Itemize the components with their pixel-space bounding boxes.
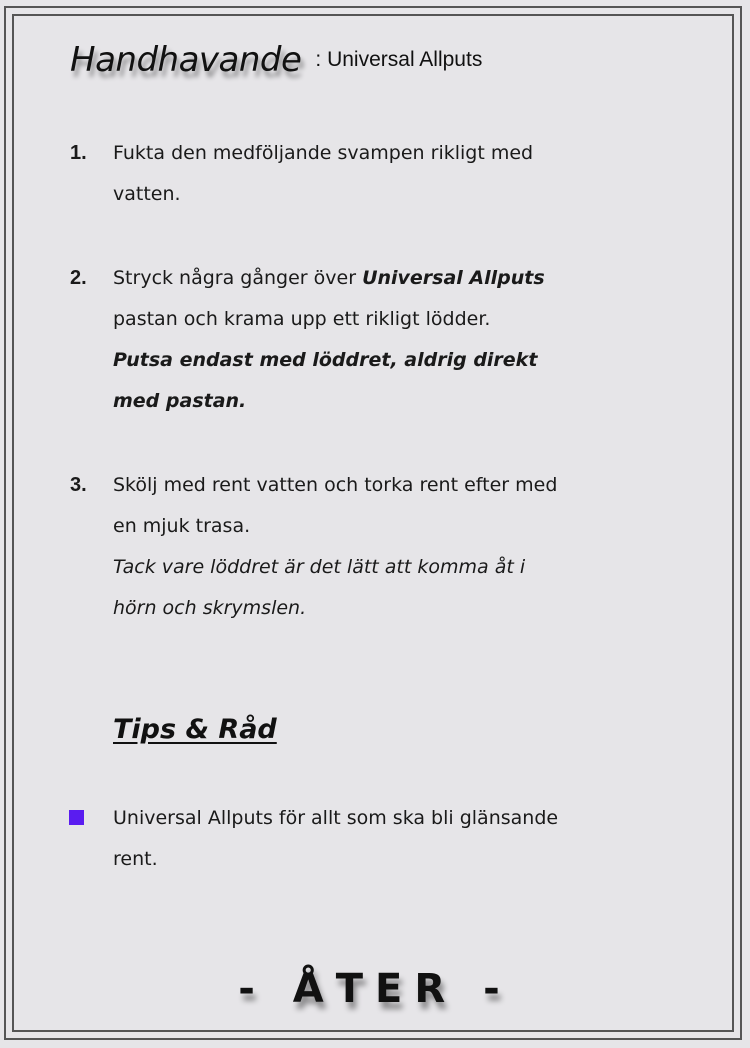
note-line: Tack vare löddret är det lätt att komma åt i [113,556,526,578]
note-line: hörn och skrymslen. [113,597,307,619]
page-title: Handhavande [70,40,302,80]
tip-line: rent. [113,848,158,870]
tips-heading: Tips & Råd [113,714,277,745]
page-heading [70,40,482,80]
warning-line: Putsa endast med löddret, aldrig direkt [113,349,538,371]
warning-line: med pastan. [113,390,247,412]
step-number: 2. [70,267,87,289]
product-name: Universal Allputs [362,267,545,289]
step-text [113,465,633,629]
step-line [113,258,633,299]
bullet-square-icon [69,810,84,825]
tip-line: Universal Allputs för allt som ska bli glänsande [113,807,559,829]
page-subtitle: : Universal Allputs [315,48,483,71]
step-line: en mjuk trasa. [113,515,251,537]
step-text [113,133,633,215]
step-line: pastan och krama upp ett rikligt lödder. [113,308,491,330]
back-link[interactable]: - ÅTER - [238,966,512,1012]
step-line: vatten. [113,183,181,205]
step-text-prefix: Stryck några gånger över [113,267,363,289]
step-line: Skölj med rent vatten och torka rent efter med [113,474,558,496]
step-number: 1. [70,142,87,164]
step-number: 3. [70,474,87,496]
step-text [113,258,633,422]
step-line: Fukta den medföljande svampen rikligt med [113,142,534,164]
tip-item [113,798,633,880]
